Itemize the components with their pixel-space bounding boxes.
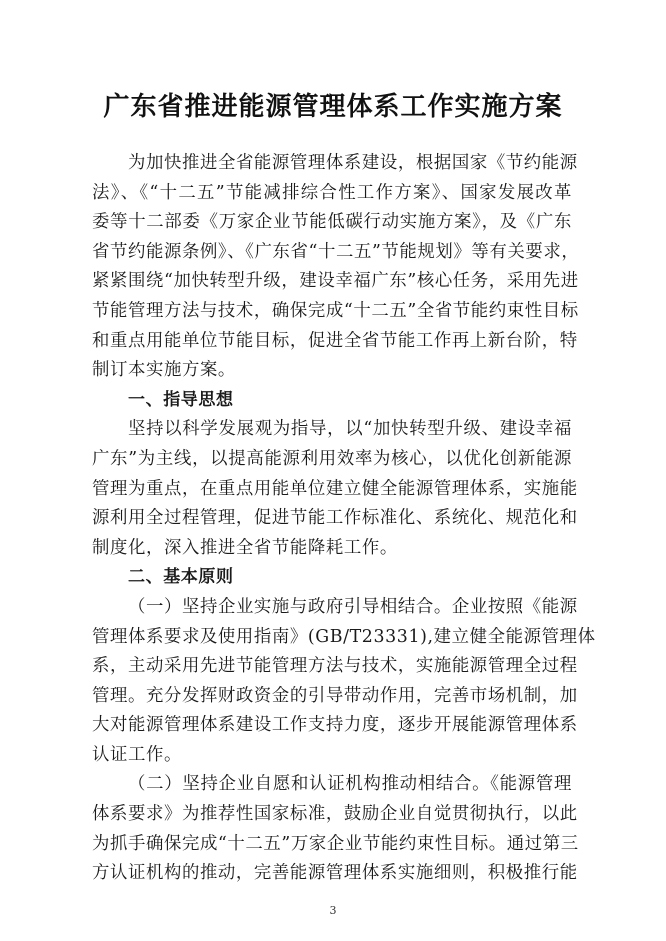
body-line: 为抓手确保完成“十二五”万家企业节能约束性目标。通过第三 [92, 833, 579, 854]
body-line: 紧紧围绕“加快转型升级，建设幸福广东”核心任务，采用先进 [92, 271, 579, 292]
body-line: （一）坚持企业实施与政府引导相结合。企业按照《能源 [128, 596, 578, 617]
body-line: 为加快推进全省能源管理体系建设，根据国家《节约能源 [128, 153, 578, 173]
document-body [92, 149, 596, 889]
body-line: 坚持以科学发展观为指导，以“加快转型升级、建设幸福 [128, 419, 572, 440]
body-line: 制订本实施方案。 [92, 360, 236, 381]
body-line: 省节约能源条例》、《广东省“十二五”节能规划》等有关要求， [92, 241, 580, 262]
body-line: （二）坚持企业自愿和认证机构推动相结合。《能源管理 [128, 774, 572, 795]
section-heading: 二、基本原则 [128, 567, 234, 588]
body-line: 广东”为主线，以提高能源利用效率为核心，以优化创新能源 [92, 448, 572, 469]
body-line: 管理。充分发挥财政资金的引导带动作用，完善市场机制，加 [92, 685, 578, 706]
body-line: 节能管理方法与技术，确保完成“十二五”全省节能约束性目标 [92, 300, 579, 321]
section-heading: 一、指导思想 [128, 389, 234, 410]
body-line: 源利用全过程管理，促进节能工作标准化、系统化、规范化和 [92, 508, 578, 529]
body-line: 大对能源管理体系建设工作支持力度，逐步开展能源管理体系 [92, 715, 578, 736]
body-line: 体系要求》为推荐性国家标准，鼓励企业自觉贯彻执行，以此 [92, 804, 578, 825]
body-line: 和重点用能单位节能目标，促进全省节能工作再上新台阶，特 [92, 330, 578, 351]
body-line: 系，主动采用先进节能管理方法与技术，实施能源管理全过程 [92, 656, 578, 677]
body-line: 管理体系要求及使用指南》(GB/T23331),建立健全能源管理体 [92, 626, 596, 647]
body-line: 管理为重点，在重点用能单位建立健全能源管理体系，实施能 [92, 478, 578, 499]
body-line: 委等十二部委《万家企业节能低碳行动实施方案》，及《广东 [92, 212, 572, 233]
document-title: 广东省推进能源管理体系工作实施方案 [103, 92, 563, 122]
page-number: 3 [329, 904, 337, 917]
body-line: 法》、《“十二五”节能减排综合性工作方案》、国家发展改革 [92, 182, 572, 203]
body-line: 方认证机构的推动，完善能源管理体系实施细则，积极推行能 [92, 863, 578, 884]
body-line: 制度化，深入推进全省节能降耗工作。 [92, 537, 398, 558]
body-line: 认证工作。 [92, 744, 182, 765]
